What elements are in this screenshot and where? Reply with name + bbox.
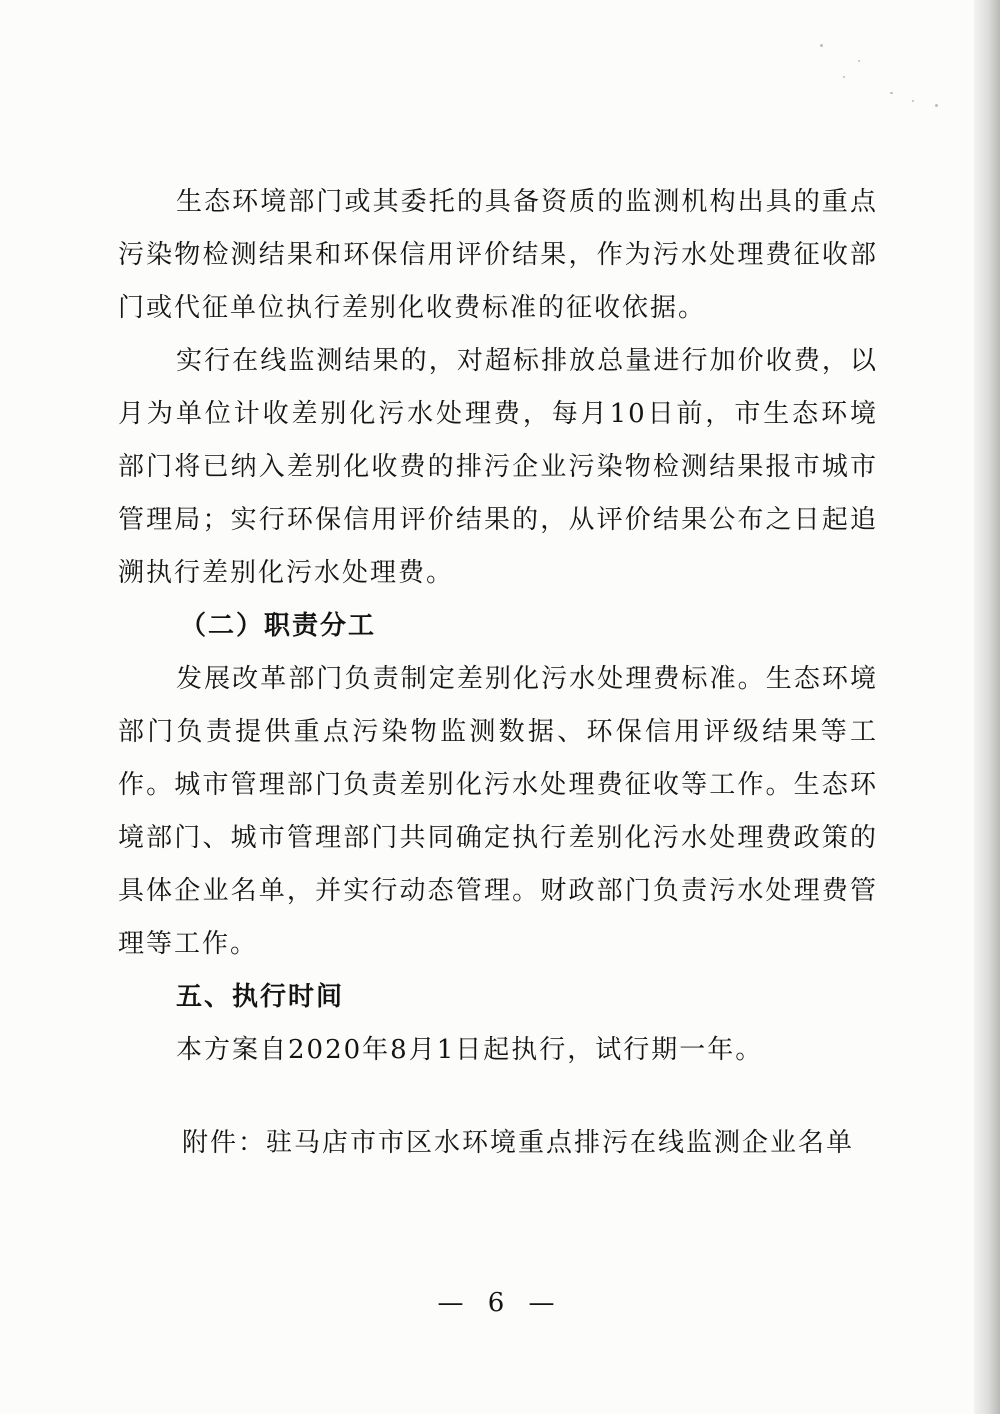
heading-execution-time: 五、执行时间 — [176, 982, 345, 1012]
paragraph-monitoring-basis: 生态环境部门或其委托的具备资质的监测机构出具的重点污染物检测结果和环保信用评价结果，作为污水处理费征收部门或代征单位执行差别化收费标准的征收依据。 — [118, 187, 878, 323]
scan-speck — [935, 104, 938, 107]
page-number: — 6 — — [437, 1288, 563, 1318]
heading-duties: （二）职责分工 — [180, 611, 377, 641]
paragraph-online-monitoring: 实行在线监测结果的，对超标排放总量进行加价收费，以月为单位计收差别化污水处理费，每月10日前，市生态环境部门将已纳入差别化收费的排污企业污染物检测结果报市城市管理局；实行环保信用评价结果的，从评价结果公布之日起追溯执行差别化污水处理费。 — [118, 346, 878, 588]
document-body — [118, 176, 878, 1170]
scan-speck — [858, 60, 860, 62]
paragraph-execution-time: 本方案自2020年8月1日起执行，试行期一年。 — [176, 1035, 764, 1065]
scan-shadow-edge — [974, 0, 1000, 1414]
scan-speck — [843, 76, 845, 78]
scan-speck — [820, 44, 823, 47]
paragraph-duties: 发展改革部门负责制定差别化污水处理费标准。生态环境部门负责提供重点污染物监测数据、环保信用评级结果等工作。城市管理部门负责差别化污水处理费征收等工作。生态环境部门、城市管理部门共同确定执行差别化污水处理费政策的具体企业名单，并实行动态管理。财政部门负责污水处理费管理等工作。 — [118, 664, 878, 959]
attachment-line: 附件：驻马店市市区水环境重点排污在线监测企业名单 — [182, 1128, 855, 1158]
scan-speck — [890, 92, 893, 94]
scan-speck — [912, 100, 914, 102]
